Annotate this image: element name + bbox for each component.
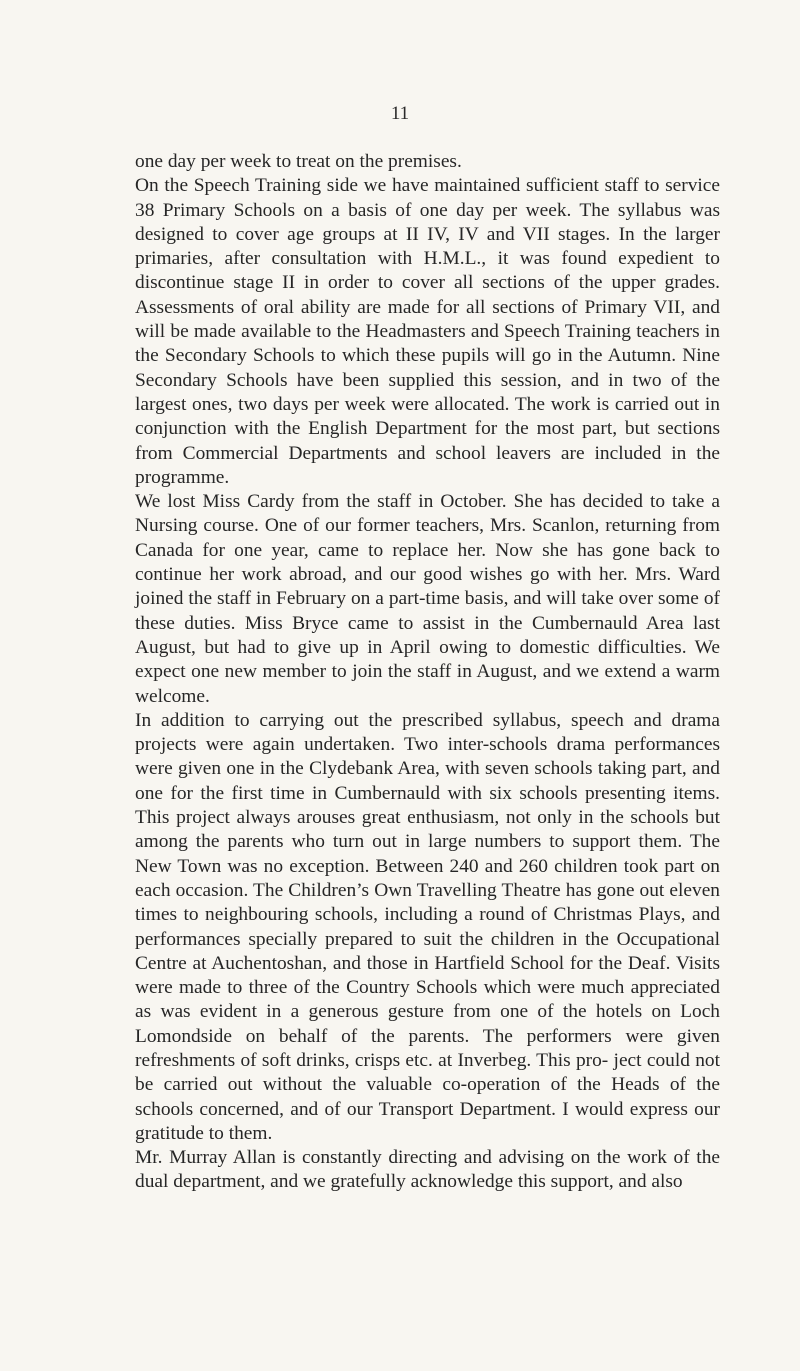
page-number: 11: [390, 103, 410, 124]
paragraph-acknowledgement: Mr. Murray Allan is constantly directing and advising on the work of the dual department, and we gratefully acknowledge this support, and also: [135, 1147, 720, 1193]
paragraph-drama-projects: In addition to carrying out the prescribed syllabus, speech and drama projects were again undertaken. Two inter-schools drama performances were given one in the Clydebank Area, with seven schools taking part, and one for the first time in Cumbernauld with six schools presenting items. This project always arouses great enthusiasm, not only in the schools but among the parents who turn out in large numbers to support them. The New Town was no exception. Between 240 and 260 children took part on each occasion. The Children’s Own Travelling Theatre has gone out eleven times to neighbouring schools, including a round of Christmas Plays, and performances specially prepared to suit the children in the Occupational Centre at Auchentoshan, and those in Hartfield School for the Deaf. Visits were made to three of the Country Schools which were much appreciated as was evident in a generous gesture from one of the hotels on Loch Lomondside on behalf of the parents. The performers were given refreshments of soft drinks, crisps etc. at Inverbeg. This pro- ject could not be carried out without the valuable co-operation of the Heads of the schools concerned, and of our Transport Department. I would express our gratitude to them.: [135, 709, 720, 1144]
body-text: [135, 150, 720, 1195]
paragraph-staff-changes: We lost Miss Cardy from the staff in October. She has decided to take a Nursing course. One of our former teachers, Mrs. Scanlon, returning from Canada for one year, came to replace her. Now she has gone back to continue her work abroad, and our good wishes go with her. Mrs. Ward joined the staff in February on a part-time basis, and will take over some of these duties. Miss Bryce came to assist in the Cumbernauld Area last August, but had to give up in April owing to domestic difficulties. We expect one new member to join the staff in August, and we extend a warm welcome.: [135, 491, 720, 707]
paragraph-continuation: one day per week to treat on the premises.: [135, 151, 462, 172]
paragraph-speech-training: On the Speech Training side we have maintained sufficient staff to service 38 Primary Schools on a basis of one day per week. The syllabus was designed to cover age groups at II IV, IV and VII stages. In the larger primaries, after consultation with H.M.L., it was found expedient to discontinue stage II in order to cover all sections of the upper grades. Assessments of oral ability are made for all sections of Primary VII, and will be made available to the Headmasters and Speech Training teachers in the Secondary Schools to which these pupils will go in the Autumn. Nine Secondary Schools have been supplied this session, and in two of the largest ones, two days per week were allocated. The work is carried out in conjunction with the English Department for the most part, but sections from Commercial Departments and school leavers are included in the programme.: [135, 175, 720, 488]
